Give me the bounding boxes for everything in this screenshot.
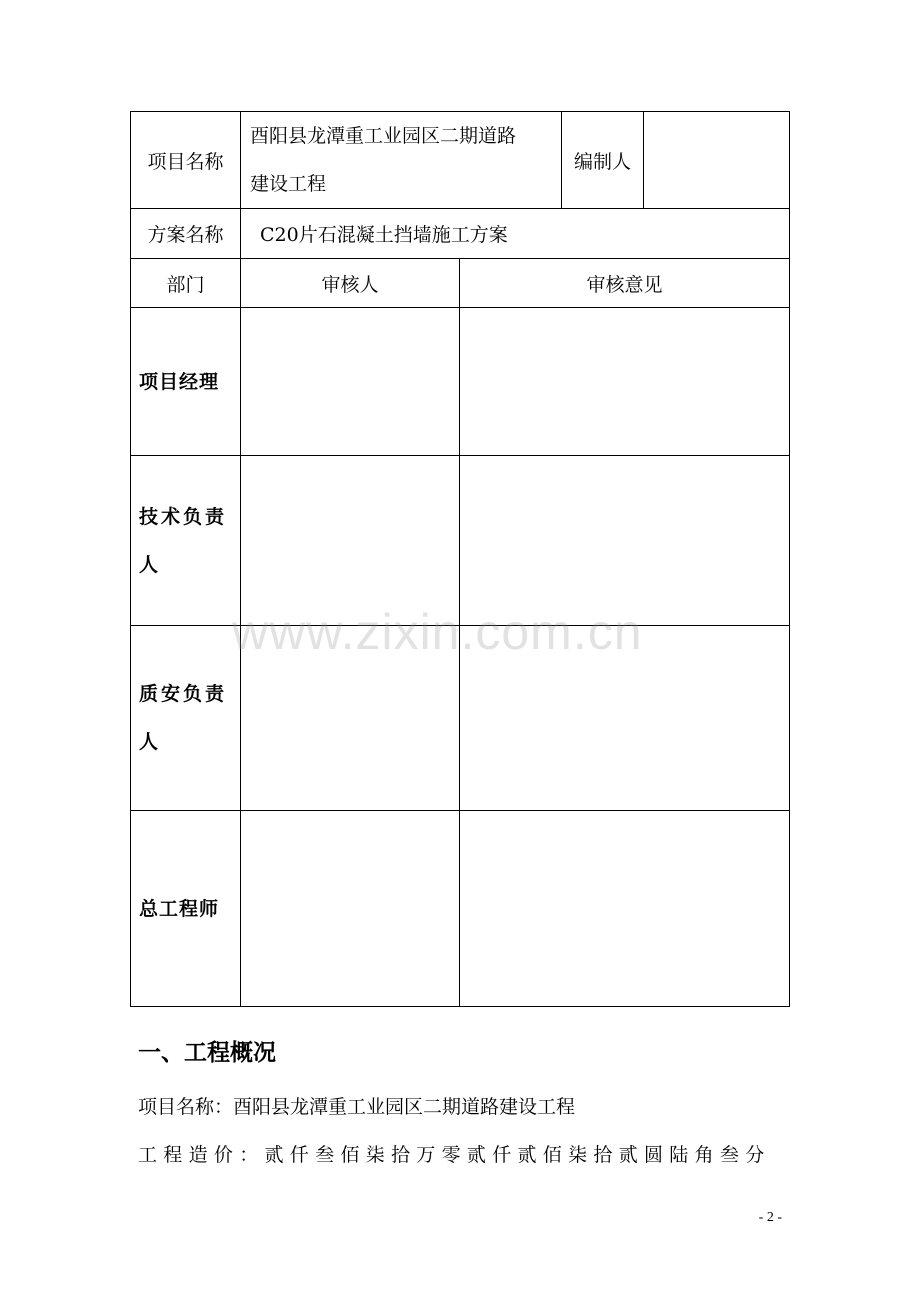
plan-name-label: 方案名称 <box>147 224 224 246</box>
role-project-manager <box>139 308 239 455</box>
opinion-header: 审核意见 <box>586 273 663 296</box>
reviewer-header: 审核人 <box>321 273 379 296</box>
plan-name-value: C20片石混凝土挡墙施工方案 <box>260 224 508 246</box>
role-label-line1: 质安负责 <box>139 683 228 705</box>
watermark: www.zixin.com.cn <box>232 604 643 660</box>
role-label-line1: 技术负责 <box>139 505 228 528</box>
project-cost-line: 工程造价：贰仟叁佰柒拾万零贰仟贰佰柒拾贰圆陆角叁分 <box>138 1144 771 1166</box>
dept-header: 部门 <box>166 273 205 296</box>
project-name-line1: 酉阳县龙潭重工业园区二期道路 <box>250 125 517 147</box>
role-label-line1: 总工程师 <box>139 897 220 920</box>
role-tech-lead <box>139 456 239 625</box>
project-name-value <box>250 112 560 208</box>
editor-value <box>644 112 789 208</box>
role-label-line1: 项目经理 <box>139 370 220 393</box>
project-name-line: 项目名称：酉阳县龙潭重工业园区二期道路建设工程 <box>138 1096 576 1118</box>
section-heading: 一、工程概况 <box>138 1040 276 1066</box>
project-name-line2: 建设工程 <box>250 173 327 195</box>
editor-label: 编制人 <box>573 150 631 173</box>
role-label-line2: 人 <box>139 553 162 576</box>
role-quality-safety-lead <box>139 626 239 810</box>
page-number: - 2 - <box>758 1210 782 1225</box>
role-label-line2: 人 <box>139 731 162 753</box>
role-chief-engineer <box>139 811 239 1006</box>
project-name-label: 项目名称 <box>147 150 224 173</box>
